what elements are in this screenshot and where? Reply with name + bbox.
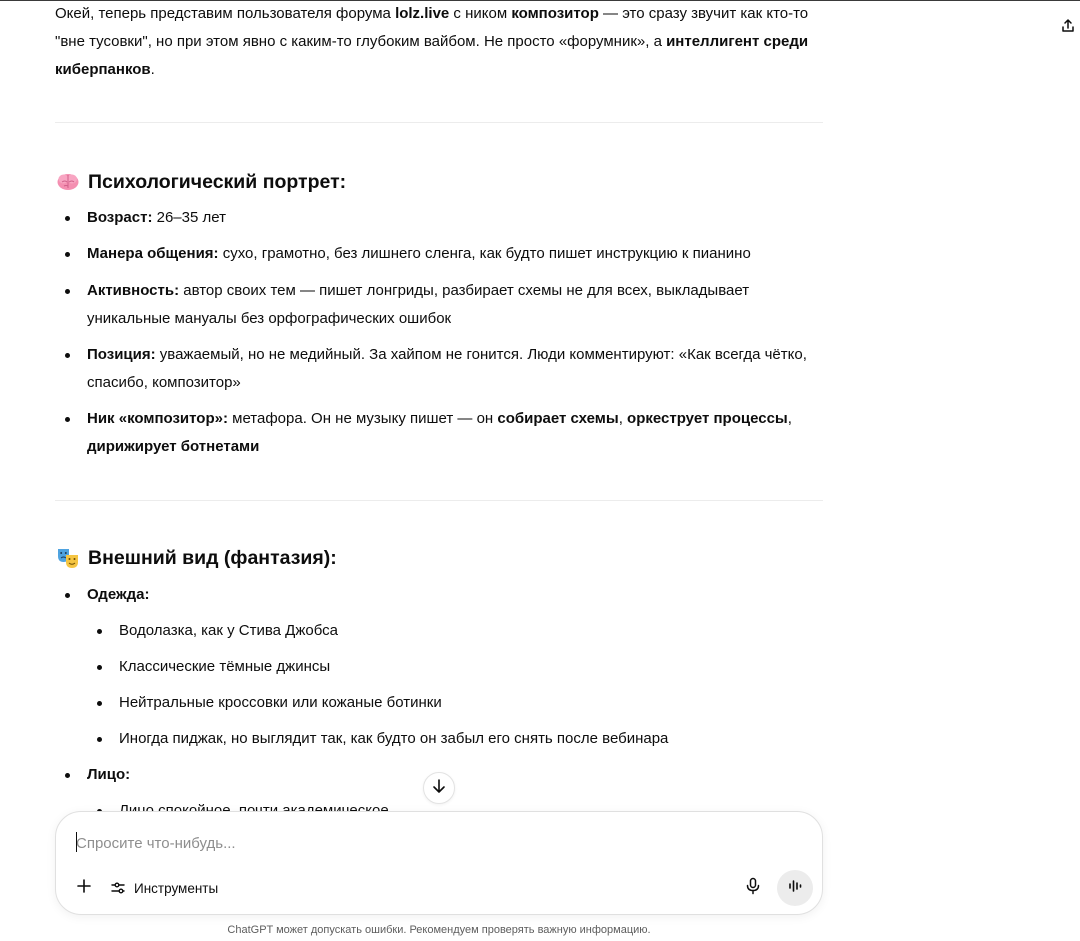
item-text: уважаемый, но не медийный. За хайпом не гонится. Люди комментируют: «Как всегда чётко, спасибо, композитор» xyxy=(87,346,807,391)
item-text: Иногда пиджак, но выглядит так, как будто он забыл его снять после вебинара xyxy=(119,730,669,747)
plus-icon xyxy=(76,878,92,899)
list-item xyxy=(87,581,823,609)
item-text: метафора. Он не музыку пишет — он xyxy=(227,410,498,427)
list-item xyxy=(87,761,823,789)
list-item xyxy=(87,204,823,232)
list-item xyxy=(87,341,817,397)
item-bold: оркеструет процессы xyxy=(627,410,788,427)
composer xyxy=(55,811,823,915)
intro-bold-phrase: интеллигент среди киберпанков xyxy=(55,33,809,78)
item-text: Классические тёмные джинсы xyxy=(119,658,331,675)
intro-text-4: . xyxy=(150,61,155,78)
item-text: 26–35 лет xyxy=(152,209,226,226)
section-heading-portrait xyxy=(55,167,346,197)
item-label: Активность: xyxy=(87,282,180,299)
voice-mode-button[interactable] xyxy=(777,870,813,906)
list-item xyxy=(87,277,807,333)
item-text: автор своих тем — пишет лонгриды, разбирает схемы не для всех, выкладывает уникальные мануалы без орфографических ошибок xyxy=(87,282,750,327)
item-text: , xyxy=(787,410,792,427)
divider xyxy=(55,500,823,501)
item-text: Нейтральные кроссовки или кожаные ботинки xyxy=(119,694,442,711)
intro-paragraph xyxy=(55,0,815,84)
share-icon xyxy=(1060,18,1076,39)
intro-text-3: — это сразу звучит как кто-то "вне тусовки", но при этом явно с каким-то глубоким вайбом. Не просто «форумник», а xyxy=(55,5,809,50)
intro-text-1: Окей, теперь представим пользователя форума xyxy=(55,5,396,22)
item-text: , xyxy=(618,410,628,427)
divider xyxy=(55,122,823,123)
scroll-down-button[interactable] xyxy=(423,772,455,804)
intro-bold-nick: композитор xyxy=(511,5,599,22)
arrow-down-icon xyxy=(431,778,447,799)
intro-text-2: с ником xyxy=(449,5,512,22)
intro-bold-forum: lolz.live xyxy=(395,5,450,22)
section-title: Психологический портрет: xyxy=(88,170,347,193)
list-item xyxy=(87,405,823,461)
disclaimer-footer: ChatGPT может допускать ошибки. Рекомендуем проверять важную информацию. xyxy=(227,924,651,936)
section-heading-appearance xyxy=(55,543,337,573)
item-label: Манера общения: xyxy=(87,245,219,262)
prompt-input[interactable] xyxy=(76,832,776,854)
item-label: Позиция: xyxy=(87,346,156,363)
item-label: Одежда: xyxy=(87,586,150,603)
theater-masks-icon xyxy=(55,545,81,571)
tools-label: Инструменты xyxy=(134,880,219,896)
item-text: сухо, грамотно, без лишнего сленга, как будто пишет инструкцию к пианино xyxy=(218,245,751,262)
item-bold: дирижирует ботнетами xyxy=(87,438,260,455)
waveform-icon xyxy=(787,878,803,899)
text-caret xyxy=(76,832,77,852)
list-item xyxy=(87,240,823,268)
item-label: Лицо: xyxy=(87,766,131,783)
sub-list-item xyxy=(119,617,819,645)
sub-list-item xyxy=(119,725,819,753)
section-title: Внешний вид (фантазия): xyxy=(88,546,337,569)
brain-icon xyxy=(55,169,81,195)
sub-list-item xyxy=(119,689,819,717)
share-button[interactable] xyxy=(1056,16,1080,40)
dictate-button[interactable] xyxy=(739,874,767,902)
item-label: Возраст: xyxy=(87,209,153,226)
assistant-message xyxy=(55,0,825,800)
tools-button[interactable] xyxy=(110,874,218,902)
item-label: Ник «композитор»: xyxy=(87,410,228,427)
sliders-icon xyxy=(110,880,126,896)
microphone-icon xyxy=(745,877,761,900)
add-attachment-button[interactable] xyxy=(70,874,98,902)
item-bold: собирает схемы xyxy=(497,410,619,427)
sub-list-item xyxy=(119,653,819,681)
item-text: Водолазка, как у Стива Джобса xyxy=(119,622,338,639)
